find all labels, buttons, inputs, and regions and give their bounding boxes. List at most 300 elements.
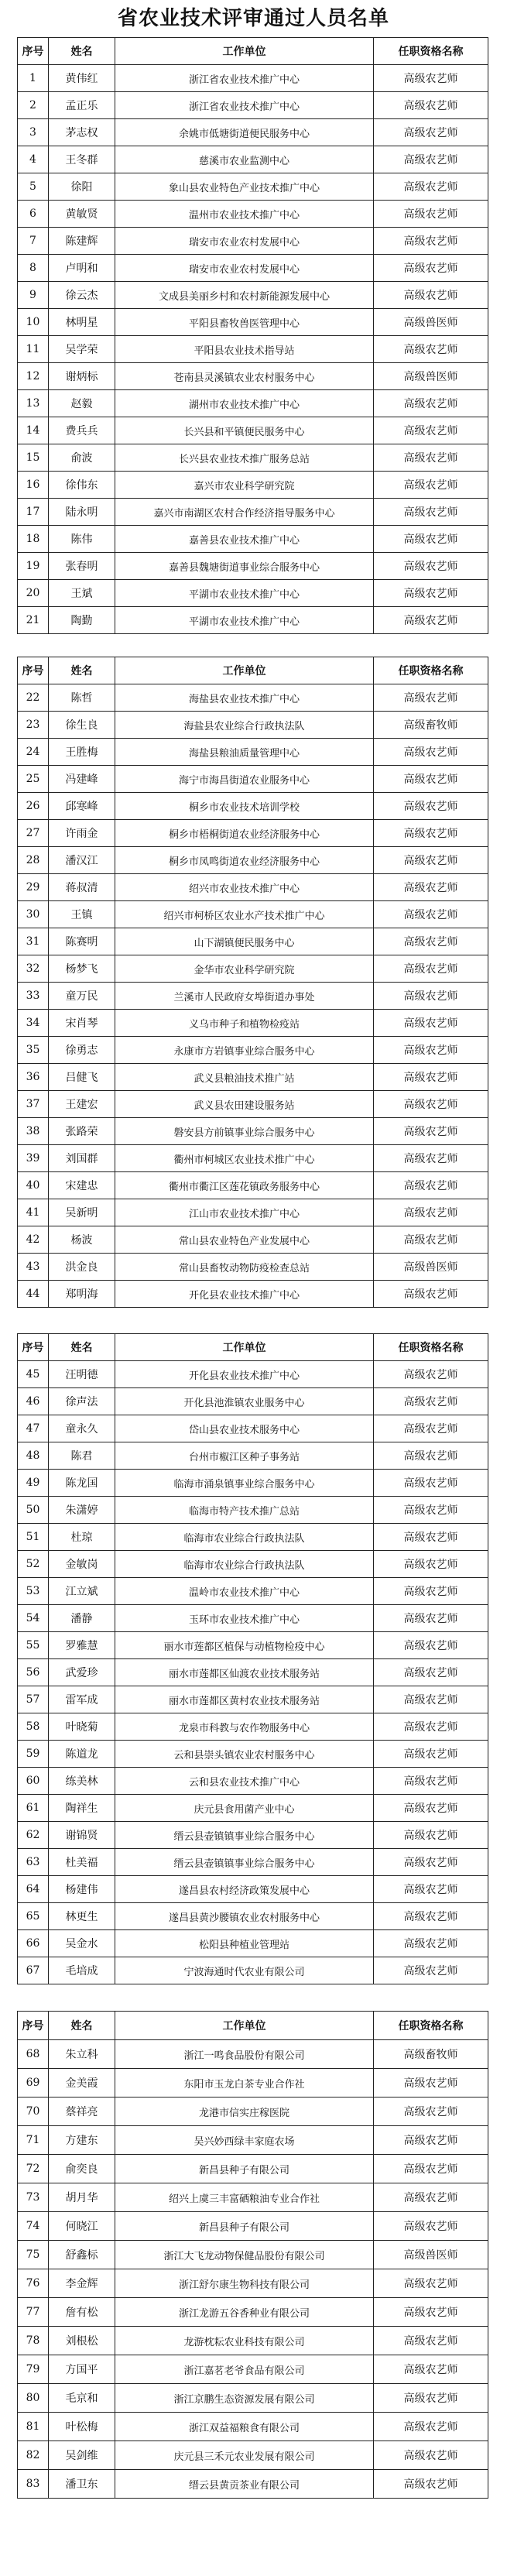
cell-unit: 云和县崇头镇农业农村服务中心 [115,1741,374,1768]
cell-qualification: 高级农艺师 [374,901,488,928]
cell-unit: 岱山县农业技术服务中心 [115,1415,374,1442]
cell-name: 俞奕良 [49,2155,115,2183]
cell-qualification: 高级农艺师 [374,1822,488,1849]
cell-unit: 苍南县灵溪镇农业农村服务中心 [115,363,374,390]
cell-qualification: 高级农艺师 [374,1091,488,1118]
cell-no: 70 [18,2098,49,2126]
cell-name: 林明星 [49,309,115,336]
cell-no: 2 [18,92,49,119]
cell-unit: 长兴县和平镇便民服务中心 [115,417,374,444]
table-row [18,1172,488,1199]
cell-qualification: 高级农艺师 [374,2298,488,2327]
cell-no: 72 [18,2155,49,2183]
table-row [18,684,488,712]
table-row [18,739,488,766]
cell-unit: 临海市农业综合行政执法队 [115,1524,374,1551]
cell-no: 49 [18,1470,49,1497]
cell-no: 26 [18,793,49,820]
cell-name: 潘卫东 [49,2470,115,2499]
cell-unit: 永康市方岩镇事业综合服务中心 [115,1037,374,1064]
table-row [18,766,488,793]
cell-unit: 开化县农业技术推广中心 [115,1361,374,1388]
cell-name: 徐声法 [49,1388,115,1415]
cell-unit: 桐乡市凤鸣街道农业经济服务中心 [115,847,374,874]
cell-qualification: 高级农艺师 [374,1361,488,1388]
cell-unit: 嘉善县农业技术推广中心 [115,526,374,553]
table-row [18,874,488,901]
cell-unit: 庆元县食用菌产业中心 [115,1795,374,1822]
cell-unit: 武义县农田建设服务站 [115,1091,374,1118]
cell-unit: 海盐县农业综合行政执法队 [115,712,374,739]
cell-unit: 嘉兴市南湖区农村合作经济指导服务中心 [115,499,374,526]
cell-unit: 慈溪市农业监测中心 [115,146,374,173]
cell-no: 30 [18,901,49,928]
cell-unit: 新昌县种子有限公司 [115,2155,374,2183]
cell-qualification: 高级农艺师 [374,874,488,901]
cell-no: 62 [18,1822,49,1849]
cell-unit: 浙江嘉茗老爷食品有限公司 [115,2355,374,2384]
cell-qualification: 高级农艺师 [374,607,488,634]
cell-name: 徐阳 [49,173,115,201]
cell-no: 74 [18,2212,49,2241]
cell-name: 邱寒峰 [49,793,115,820]
cell-name: 王建宏 [49,1091,115,1118]
cell-unit: 临海市涌泉镇事业综合服务中心 [115,1470,374,1497]
cell-unit: 瑞安市农业农村发展中心 [115,255,374,282]
cell-unit: 玉环市农业技术推广中心 [115,1605,374,1632]
table-row [18,1010,488,1037]
cell-unit: 松阳县种植业管理站 [115,1930,374,1957]
table-row [18,1145,488,1172]
cell-qualification: 高级农艺师 [374,1226,488,1254]
header-name: 姓名 [49,38,115,65]
cell-qualification: 高级农艺师 [374,1957,488,1984]
cell-qualification: 高级农艺师 [374,119,488,146]
table-row [18,2413,488,2441]
table-row [18,1091,488,1118]
cell-unit: 义乌市种子和植物检疫站 [115,1010,374,1037]
cell-unit: 新昌县种子有限公司 [115,2212,374,2241]
cell-name: 陶勤 [49,607,115,634]
cell-no: 25 [18,766,49,793]
cell-no: 4 [18,146,49,173]
roster-table-section-4 [17,2011,488,2499]
roster-table [17,1333,488,1984]
cell-no: 43 [18,1254,49,1281]
cell-unit: 东阳市玉龙白茶专业合作社 [115,2069,374,2098]
cell-name: 卢明和 [49,255,115,282]
cell-name: 徐云杰 [49,282,115,309]
cell-qualification: 高级农艺师 [374,1118,488,1145]
cell-no: 66 [18,1930,49,1957]
cell-qualification: 高级农艺师 [374,580,488,607]
roster-table-section-2 [17,657,488,1308]
cell-qualification: 高级农艺师 [374,1199,488,1226]
cell-no: 64 [18,1876,49,1903]
cell-name: 王胜梅 [49,739,115,766]
cell-unit: 兰溪市人民政府女埠街道办事处 [115,983,374,1010]
cell-name: 吴学荣 [49,336,115,363]
header-unit: 工作单位 [115,657,374,684]
cell-qualification: 高级农艺师 [374,1741,488,1768]
cell-name: 李金辉 [49,2269,115,2298]
table-row [18,1876,488,1903]
cell-name: 吴新明 [49,1199,115,1226]
cell-qualification: 高级农艺师 [374,1768,488,1795]
table-row [18,1199,488,1226]
cell-qualification: 高级农艺师 [374,2470,488,2499]
cell-unit: 吴兴妙西绿丰家庭农场 [115,2126,374,2155]
cell-name: 王镇 [49,901,115,928]
roster-table-section-3 [17,1333,488,1984]
table-row [18,1361,488,1388]
cell-qualification: 高级农艺师 [374,2441,488,2470]
cell-no: 36 [18,1064,49,1091]
cell-no: 16 [18,472,49,499]
cell-name: 杨建伟 [49,1876,115,1903]
cell-qualification: 高级农艺师 [374,1578,488,1605]
cell-no: 82 [18,2441,49,2470]
header-unit: 工作单位 [115,2012,374,2040]
cell-no: 8 [18,255,49,282]
cell-no: 47 [18,1415,49,1442]
cell-qualification: 高级兽医师 [374,1254,488,1281]
cell-unit: 浙江省农业技术推广中心 [115,65,374,92]
table-row [18,1578,488,1605]
cell-qualification: 高级农艺师 [374,2126,488,2155]
cell-qualification: 高级农艺师 [374,2384,488,2413]
cell-no: 13 [18,390,49,417]
cell-qualification: 高级农艺师 [374,1795,488,1822]
cell-qualification: 高级农艺师 [374,444,488,472]
table-row [18,2126,488,2155]
table-row [18,1713,488,1741]
cell-name: 洪金良 [49,1254,115,1281]
cell-unit: 浙江大飞龙动物保健品股份有限公司 [115,2241,374,2269]
table-row [18,553,488,580]
cell-no: 11 [18,336,49,363]
cell-qualification: 高级农艺师 [374,1524,488,1551]
cell-name: 陈龙国 [49,1470,115,1497]
table-row [18,119,488,146]
cell-qualification: 高级农艺师 [374,2098,488,2126]
cell-qualification: 高级农艺师 [374,499,488,526]
cell-name: 毛培成 [49,1957,115,1984]
cell-unit: 丽水市莲都区仙渡农业技术服务站 [115,1659,374,1686]
cell-name: 蔡祥亮 [49,2098,115,2126]
cell-no: 20 [18,580,49,607]
cell-name: 叶晓菊 [49,1713,115,1741]
cell-name: 汪明德 [49,1361,115,1388]
cell-name: 俞波 [49,444,115,472]
cell-no: 12 [18,363,49,390]
cell-qualification: 高级农艺师 [374,1903,488,1930]
cell-qualification: 高级农艺师 [374,1632,488,1659]
cell-name: 谢炳标 [49,363,115,390]
cell-name: 方国平 [49,2355,115,2384]
cell-name: 杜美福 [49,1849,115,1876]
cell-name: 刘国群 [49,1145,115,1172]
table-row [18,472,488,499]
header-name: 姓名 [49,2012,115,2040]
cell-unit: 瑞安市农业农村发展中心 [115,228,374,255]
cell-name: 童永久 [49,1415,115,1442]
table-row [18,983,488,1010]
cell-qualification: 高级农艺师 [374,2327,488,2355]
cell-name: 童万民 [49,983,115,1010]
cell-name: 吕健飞 [49,1064,115,1091]
cell-unit: 海盐县粮油质量管理中心 [115,739,374,766]
cell-name: 陈建辉 [49,228,115,255]
cell-unit: 丽水市莲都区植保与动植物检疫中心 [115,1632,374,1659]
cell-qualification: 高级农艺师 [374,1849,488,1876]
cell-name: 毛京和 [49,2384,115,2413]
table-row [18,2355,488,2384]
cell-no: 57 [18,1686,49,1713]
cell-name: 舒鑫标 [49,2241,115,2269]
cell-no: 41 [18,1199,49,1226]
cell-no: 6 [18,201,49,228]
table-row [18,1605,488,1632]
table-row [18,444,488,472]
table-row [18,2183,488,2212]
table-row [18,607,488,634]
table-row [18,146,488,173]
cell-unit: 浙江龙游五谷香种业有限公司 [115,2298,374,2327]
cell-unit: 湖州市农业技术推广中心 [115,390,374,417]
header-qualification: 任职资格名称 [374,1334,488,1361]
cell-unit: 温岭市农业技术推广中心 [115,1578,374,1605]
cell-qualification: 高级农艺师 [374,766,488,793]
cell-name: 朱潇婷 [49,1497,115,1524]
cell-unit: 遂昌县农村经济政策发展中心 [115,1876,374,1903]
cell-no: 28 [18,847,49,874]
table-header-row [18,657,488,684]
cell-unit: 开化县池淮镇农业服务中心 [115,1388,374,1415]
cell-no: 5 [18,173,49,201]
table-row [18,1415,488,1442]
cell-name: 黄敏贤 [49,201,115,228]
cell-no: 71 [18,2126,49,2155]
cell-no: 15 [18,444,49,472]
cell-no: 9 [18,282,49,309]
cell-qualification: 高级农艺师 [374,1010,488,1037]
cell-qualification: 高级农艺师 [374,2183,488,2212]
cell-no: 48 [18,1442,49,1470]
cell-qualification: 高级兽医师 [374,363,488,390]
cell-name: 潘汉江 [49,847,115,874]
cell-no: 18 [18,526,49,553]
cell-unit: 平阳县畜牧兽医管理中心 [115,309,374,336]
table-row [18,901,488,928]
table-row [18,201,488,228]
cell-no: 65 [18,1903,49,1930]
roster-table [17,2011,488,2499]
cell-name: 费兵兵 [49,417,115,444]
table-row [18,1822,488,1849]
cell-name: 张路荣 [49,1118,115,1145]
cell-unit: 浙江双益福粮食有限公司 [115,2413,374,2441]
table-row [18,712,488,739]
table-row [18,499,488,526]
cell-no: 54 [18,1605,49,1632]
table-row [18,2241,488,2269]
cell-no: 1 [18,65,49,92]
cell-unit: 衢州市衢江区莲花镇政务服务中心 [115,1172,374,1199]
table-row [18,255,488,282]
cell-unit: 桐乡市农业技术培训学校 [115,793,374,820]
header-no: 序号 [18,1334,49,1361]
table-header-row [18,2012,488,2040]
cell-no: 29 [18,874,49,901]
cell-name: 徐勇志 [49,1037,115,1064]
cell-name: 陈哲 [49,684,115,712]
cell-no: 69 [18,2069,49,2098]
cell-qualification: 高级农艺师 [374,1876,488,1903]
cell-no: 40 [18,1172,49,1199]
cell-name: 陈道龙 [49,1741,115,1768]
table-row [18,1497,488,1524]
cell-name: 徐伟东 [49,472,115,499]
cell-unit: 开化县农业技术推广中心 [115,1281,374,1308]
cell-qualification: 高级农艺师 [374,2269,488,2298]
table-row [18,955,488,983]
table-row [18,2212,488,2241]
cell-name: 陈君 [49,1442,115,1470]
cell-unit: 平湖市农业技术推广中心 [115,607,374,634]
cell-name: 胡月华 [49,2183,115,2212]
table-row [18,2327,488,2355]
cell-no: 14 [18,417,49,444]
cell-no: 34 [18,1010,49,1037]
cell-qualification: 高级农艺师 [374,526,488,553]
table-row [18,1903,488,1930]
cell-unit: 缙云县壶镇镇事业综合服务中心 [115,1822,374,1849]
cell-unit: 长兴县农业技术推广服务总站 [115,444,374,472]
cell-name: 徐生良 [49,712,115,739]
table-row [18,1686,488,1713]
table-header-row [18,1334,488,1361]
page-title: 省农业技术评审通过人员名单 [117,7,389,30]
cell-no: 22 [18,684,49,712]
cell-name: 金敏岗 [49,1551,115,1578]
cell-unit: 宁波海通时代农业有限公司 [115,1957,374,1984]
table-header-row [18,38,488,65]
cell-name: 谢锦贤 [49,1822,115,1849]
cell-qualification: 高级农艺师 [374,173,488,201]
cell-name: 陆永明 [49,499,115,526]
cell-no: 56 [18,1659,49,1686]
table-row [18,1768,488,1795]
cell-unit: 绍兴市农业技术推广中心 [115,874,374,901]
cell-name: 杜琼 [49,1524,115,1551]
table-row [18,526,488,553]
cell-unit: 缙云县黄贡茶业有限公司 [115,2470,374,2499]
cell-no: 24 [18,739,49,766]
table-row [18,1632,488,1659]
cell-unit: 云和县农业技术推广中心 [115,1768,374,1795]
cell-name: 刘根松 [49,2327,115,2355]
cell-qualification: 高级农艺师 [374,1145,488,1172]
cell-no: 3 [18,119,49,146]
cell-name: 黄伟红 [49,65,115,92]
cell-qualification: 高级农艺师 [374,1497,488,1524]
cell-name: 潘静 [49,1605,115,1632]
header-name: 姓名 [49,657,115,684]
header-unit: 工作单位 [115,1334,374,1361]
cell-qualification: 高级农艺师 [374,228,488,255]
cell-no: 81 [18,2413,49,2441]
cell-no: 61 [18,1795,49,1822]
cell-unit: 磐安县方前镇事业综合服务中心 [115,1118,374,1145]
cell-no: 42 [18,1226,49,1254]
cell-qualification: 高级农艺师 [374,2069,488,2098]
table-row [18,1551,488,1578]
cell-qualification: 高级农艺师 [374,820,488,847]
cell-name: 陈赛明 [49,928,115,955]
cell-name: 雷军成 [49,1686,115,1713]
table-row [18,1524,488,1551]
table-row [18,65,488,92]
cell-unit: 绍兴上虞三丰富硒粮油专业合作社 [115,2183,374,2212]
cell-unit: 浙江舒尔康生物科技有限公司 [115,2269,374,2298]
cell-qualification: 高级农艺师 [374,2413,488,2441]
cell-no: 31 [18,928,49,955]
table-row [18,2069,488,2098]
cell-qualification: 高级农艺师 [374,255,488,282]
cell-qualification: 高级畜牧师 [374,712,488,739]
cell-qualification: 高级农艺师 [374,92,488,119]
cell-no: 55 [18,1632,49,1659]
cell-no: 60 [18,1768,49,1795]
table-row [18,2098,488,2126]
table-row [18,1930,488,1957]
cell-no: 7 [18,228,49,255]
cell-qualification: 高级农艺师 [374,1388,488,1415]
cell-unit: 临海市农业综合行政执法队 [115,1551,374,1578]
cell-name: 杨梦飞 [49,955,115,983]
cell-no: 21 [18,607,49,634]
cell-unit: 温州市农业技术推广中心 [115,201,374,228]
table-row [18,1118,488,1145]
cell-name: 宋建忠 [49,1172,115,1199]
cell-no: 39 [18,1145,49,1172]
table-row [18,309,488,336]
cell-unit: 平阳县农业技术指导站 [115,336,374,363]
cell-name: 詹有松 [49,2298,115,2327]
table-row [18,1388,488,1415]
cell-no: 80 [18,2384,49,2413]
cell-no: 52 [18,1551,49,1578]
cell-name: 赵毅 [49,390,115,417]
cell-unit: 庆元县三禾元农业发展有限公司 [115,2441,374,2470]
cell-name: 陶祥生 [49,1795,115,1822]
cell-no: 38 [18,1118,49,1145]
table-row [18,2155,488,2183]
cell-name: 王斌 [49,580,115,607]
table-row [18,1849,488,1876]
cell-qualification: 高级兽医师 [374,309,488,336]
cell-qualification: 高级农艺师 [374,955,488,983]
cell-unit: 衢州市柯城区农业技术推广中心 [115,1145,374,1172]
cell-unit: 桐乡市梧桐街道农业经济服务中心 [115,820,374,847]
cell-no: 75 [18,2241,49,2269]
header-qualification: 任职资格名称 [374,657,488,684]
table-row [18,1254,488,1281]
cell-qualification: 高级农艺师 [374,2355,488,2384]
cell-qualification: 高级农艺师 [374,1415,488,1442]
cell-qualification: 高级农艺师 [374,983,488,1010]
